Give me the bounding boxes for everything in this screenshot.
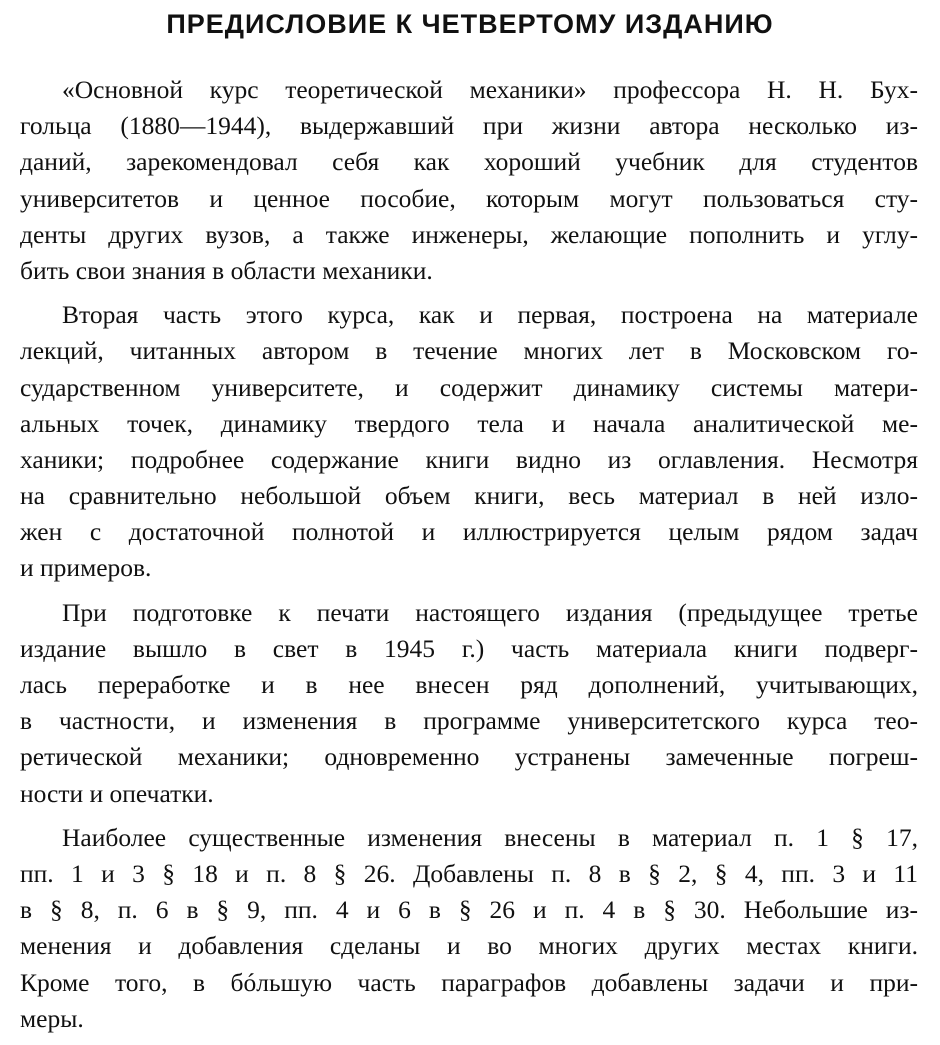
text-line: и примеров. [20,553,152,583]
text-line: денты других вузов, а также инженеры, желающие пополнить и углу- [20,219,918,249]
text-line: лекций, читанных автором в течение многих лет в Московском го- [20,336,918,366]
page-title: ПРЕДИСЛОВИЕ К ЧЕТВЕРТОМУ ИЗДАНИЮ [166,9,774,39]
paragraph [20,72,918,289]
text-line: гольца (1880—1944), выдержавший при жизни автора несколько из- [20,111,918,141]
text-line: лась переработке и в нее внесен ряд дополнений, учитывающих, [20,670,918,699]
text-line: Наиболее существенные изменения внесены в материал п. 1 § 17, [62,822,918,852]
paragraph [20,595,918,812]
paragraph [20,297,918,587]
text-line: на сравнительно небольшой объем книги, весь материал в ней изло- [20,481,918,511]
text-line: даний, зарекомендовал себя как хороший учебник для студентов [20,147,918,177]
text-line: ретической механики; одновременно устранены замеченные погреш- [20,742,918,772]
text-line: ности и опечатки. [20,778,214,808]
text-line: издание вышло в свет в 1945 г.) часть материала книги подверг- [20,633,918,663]
text-line: альных точек, динамику твердого тела и начала аналитической ме- [20,408,918,438]
body-text [20,72,918,1045]
text-line: университетов и ценное пособие, которым могут пользоваться сту- [20,183,918,213]
text-line: меры. [20,1003,84,1033]
text-line: Вторая часть этого курса, как и первая, построена на материале [62,300,918,330]
paragraph [20,820,918,1037]
text-line: сударственном университете, и содержит динамику системы матери- [20,372,918,402]
text-line: менения и добавления сделаны и во многих других местах книги. [20,931,918,961]
text-line: При подготовке к печати настоящего издания (предыдущее третье [62,597,918,627]
text-line: Кроме того, в бóльшую часть параграфов добавлены задачи и при- [20,967,918,997]
text-line: «Основной курс теоретической механики» профессора Н. Н. Бух- [62,75,918,104]
text-line: ханики; подробнее содержание книги видно из оглавления. Несмотря [20,444,918,474]
text-line: в частности, и изменения в программе университетского курса тео- [20,706,918,736]
text-line: жен с достаточной полнотой и иллюстрируется целым рядом задач [20,517,918,547]
text-line: в § 8, п. 6 в § 9, пп. 4 и 6 в § 26 и п. 4 в § 30. Небольшие из- [20,895,918,925]
text-line: пп. 1 и 3 § 18 и п. 8 § 26. Добавлены п. 8 в § 2, § 4, пп. 3 и 11 [20,858,918,888]
text-line: бить свои знания в области механики. [20,255,433,285]
